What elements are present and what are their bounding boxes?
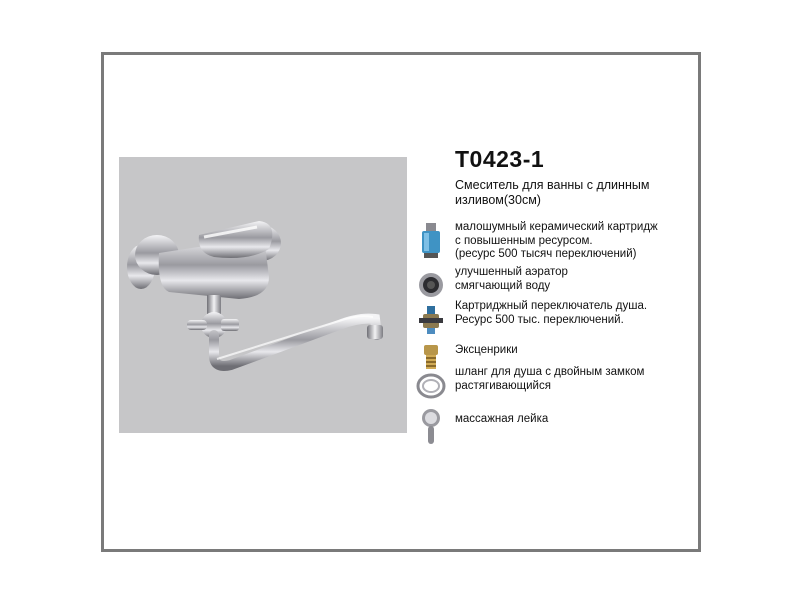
feature-line: шланг для душа с двойным замком	[455, 366, 645, 378]
feature-item-cartridge	[415, 221, 695, 261]
faucet-photo	[119, 157, 407, 433]
shower-hose-icon	[415, 366, 447, 406]
ceramic-cartridge-icon	[415, 221, 447, 261]
feature-item-hose	[415, 366, 695, 406]
feature-line: Картриджный переключатель душа.	[455, 300, 648, 312]
shower-head-icon	[415, 408, 447, 448]
feature-line: (ресурс 500 тысяч переключений)	[455, 248, 637, 260]
feature-line: с повышенным ресурсом.	[455, 234, 593, 247]
product-code: T0423-1	[455, 146, 545, 172]
shower-switch-icon	[415, 300, 447, 340]
feature-line: смягчающий воду	[455, 279, 551, 292]
product-description: Смеситель для ванны с длинным изливом(30см)	[455, 178, 650, 207]
feature-line: растягивающийся	[455, 379, 551, 392]
feature-line: малошумный керамический картридж	[455, 221, 658, 233]
feature-line: Эксценрики	[455, 344, 518, 356]
feature-line: Ресурс 500 тыс. переключений.	[455, 313, 624, 326]
feature-item-shower-head	[415, 408, 695, 448]
feature-line: улучшенный аэратор	[455, 266, 568, 278]
faucet-image	[119, 157, 407, 433]
feature-line: массажная лейка	[455, 413, 549, 425]
feature-item-shower-switch	[415, 300, 695, 340]
